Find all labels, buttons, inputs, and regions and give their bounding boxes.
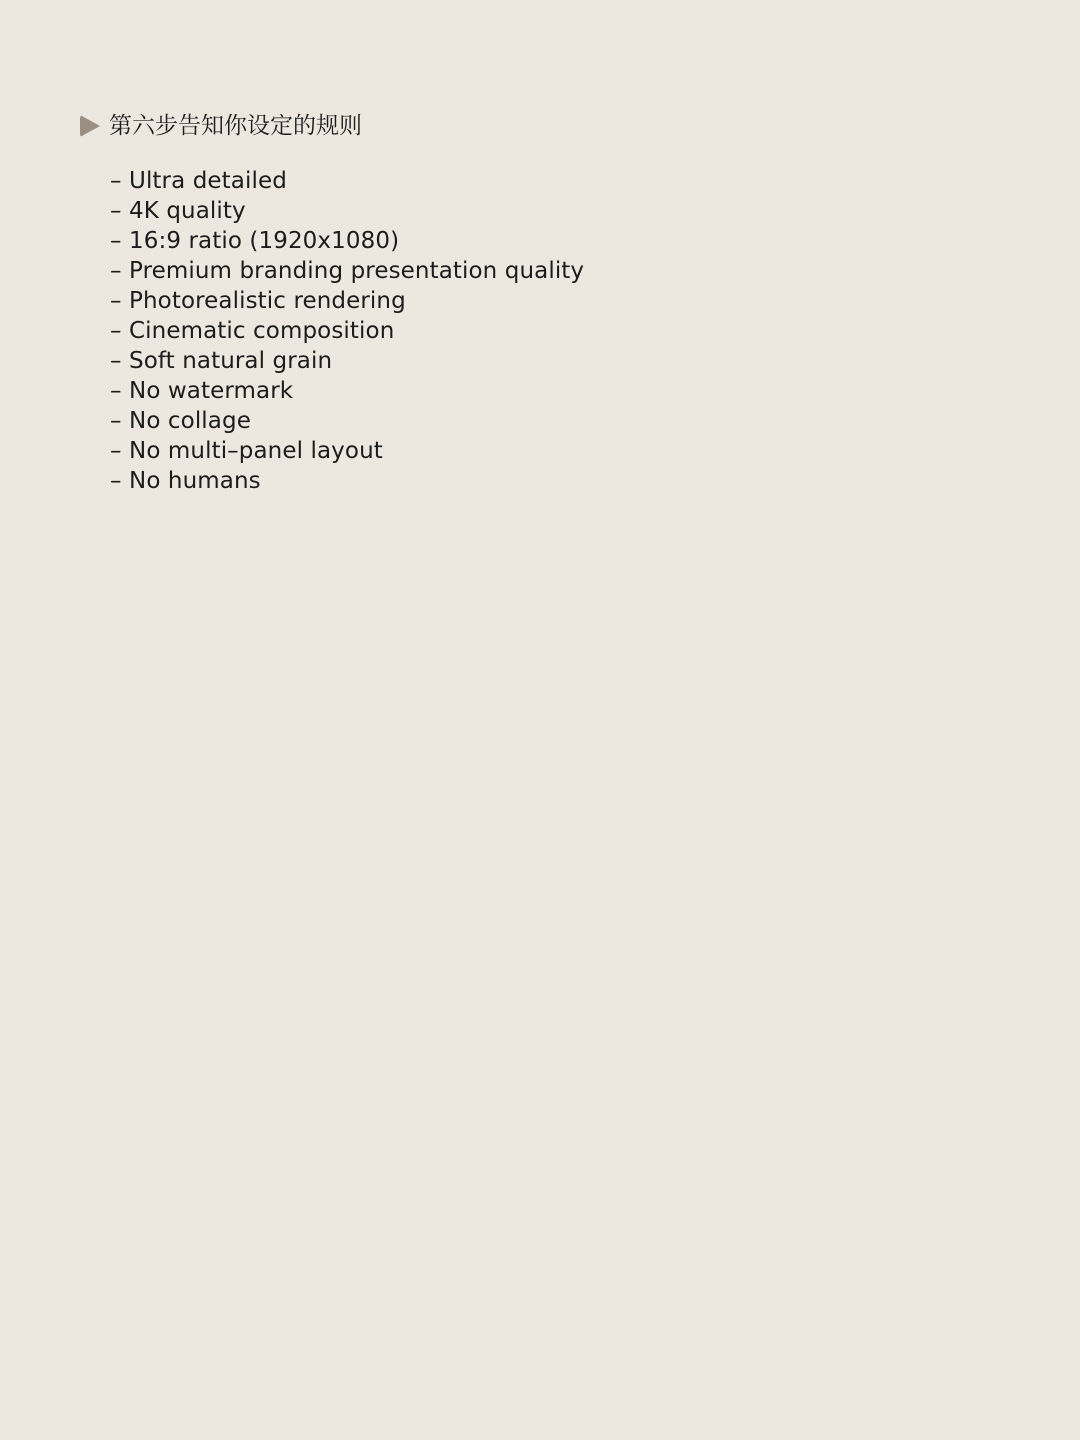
rules-list <box>110 166 584 496</box>
step-heading-text: 第六步告知你设定的规则 <box>109 113 362 139</box>
rule-item: – No watermark <box>110 378 294 404</box>
rule-item: – No multi–panel layout <box>110 438 383 464</box>
play-triangle-icon <box>80 115 100 137</box>
rule-item: – Photorealistic rendering <box>110 288 406 314</box>
rule-item: – No humans <box>110 468 261 494</box>
rule-item: – 4K quality <box>110 198 246 224</box>
rule-item: – Cinematic composition <box>110 318 395 344</box>
rule-item: – 16:9 ratio (1920x1080) <box>110 228 400 254</box>
rule-item: – Ultra detailed <box>110 168 287 194</box>
step-heading <box>80 110 362 142</box>
rule-item: – No collage <box>110 408 251 434</box>
rule-item: – Premium branding presentation quality <box>110 258 585 284</box>
rule-item: – Soft natural grain <box>110 348 333 374</box>
